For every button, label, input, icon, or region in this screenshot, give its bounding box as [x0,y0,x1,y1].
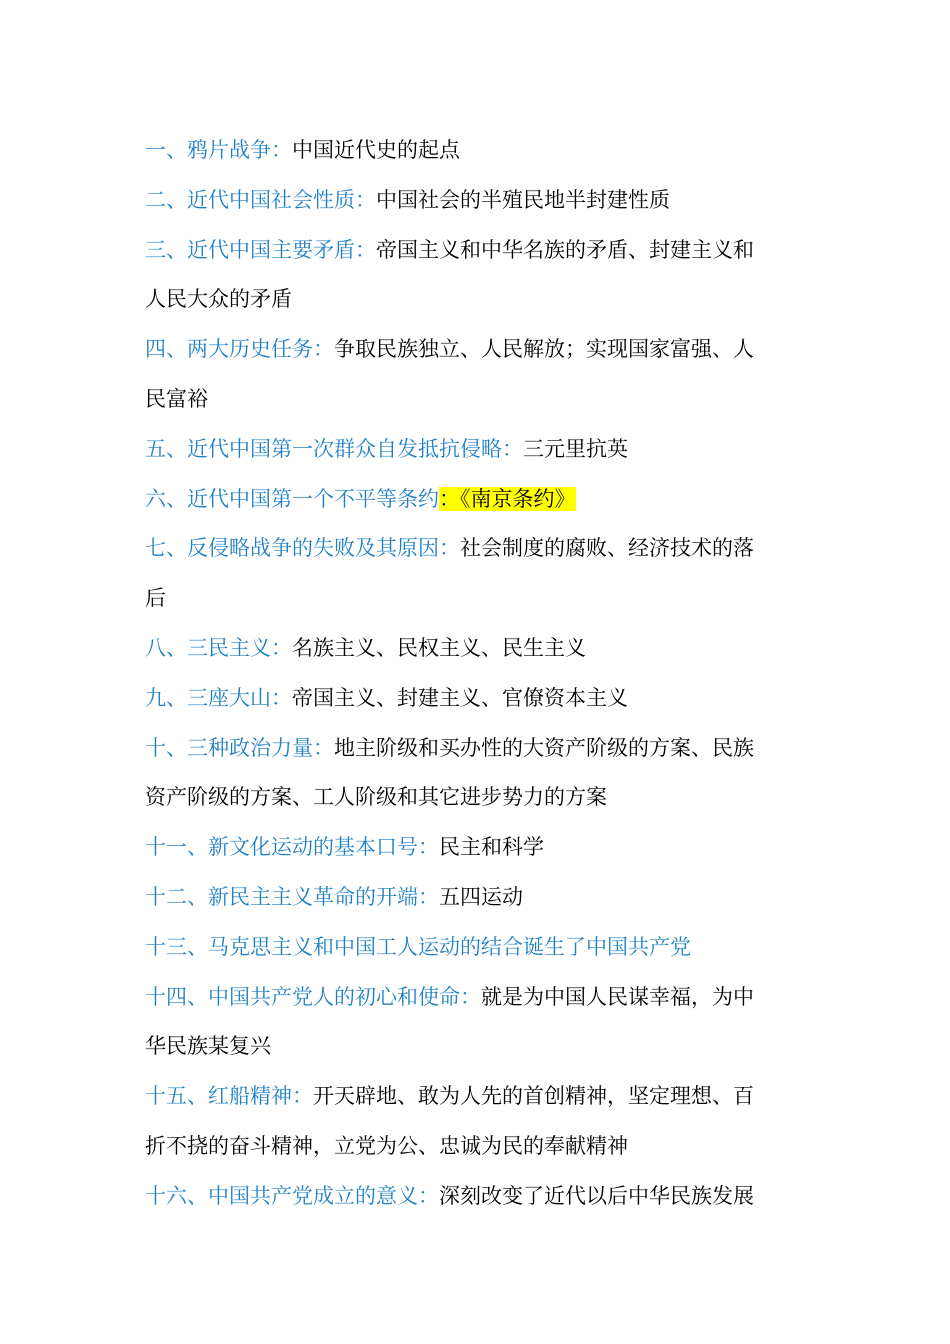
doc-line [145,674,810,724]
line-heading: 十一、新文化运动的基本口号： [145,835,439,860]
doc-line [145,873,810,923]
doc-line [145,524,810,574]
line-text: 五四运动 [439,884,523,909]
doc-line [145,1072,810,1122]
line-text: 后 [145,586,166,611]
line-text: 华民族某复兴 [145,1034,271,1059]
line-text: 中国近代史的起点 [292,138,460,162]
line-heading: 十、三种政治力量： [145,735,334,760]
line-text: 帝国主义、封建主义、官僚资本主义 [292,685,628,710]
line-heading: 十六、中国共产党成立的意义： [145,1183,439,1208]
highlighted-text: ：《南京条约》 [439,486,576,511]
line-text: 名族主义、民权主义、民生主义 [292,635,586,660]
doc-line [145,126,810,176]
line-text: 开天辟地、敢为人先的首创精神，坚定理想、百 [313,1084,754,1109]
document-content [145,126,810,1222]
line-heading: 一、鸦片战争： [145,138,292,162]
line-heading: 六、近代中国第一个不平等条约 [145,486,439,511]
line-heading: 五、近代中国第一次群众自发抵抗侵略： [145,436,523,461]
line-text: 折不挠的奋斗精神，立党为公、忠诚为民的奉献精神 [145,1133,628,1158]
line-heading: 三、近代中国主要矛盾： [145,237,376,262]
doc-line [145,176,810,226]
doc-line [145,325,810,375]
doc-line [145,275,810,325]
line-heading: 八、三民主义： [145,635,292,660]
line-heading: 九、三座大山： [145,685,292,710]
line-heading: 七、反侵略战争的失败及其原因： [145,536,460,561]
line-heading: 十二、新民主主义革命的开端： [145,884,439,909]
doc-line [145,823,810,873]
line-heading: 四、两大历史任务： [145,337,334,362]
line-text: 社会制度的腐败、经济技术的落 [460,536,754,561]
line-heading: 十三、马克思主义和中国工人运动的结合诞生了中国共产党 [145,934,691,959]
doc-line [145,724,810,774]
line-text: 中国社会的半殖民地半封建性质 [376,187,670,212]
doc-line [145,475,810,525]
doc-line [145,574,810,624]
doc-line [145,624,810,674]
line-heading: 十五、红船精神： [145,1084,313,1109]
line-text: 帝国主义和中华名族的矛盾、封建主义和 [376,237,754,262]
doc-line [145,425,810,475]
line-heading: 十四、中国共产党人的初心和使命： [145,984,481,1009]
line-text: 人民大众的矛盾 [145,287,292,312]
line-text: 地主阶级和买办性的大资产阶级的方案、民族 [334,735,754,760]
line-text: 就是为中国人民谋幸福，为中 [481,984,754,1009]
doc-line [145,1022,810,1072]
doc-line [145,1122,810,1172]
line-text: 民富裕 [145,386,208,411]
line-text: 三元里抗英 [523,436,628,461]
line-text: 争取民族独立、人民解放；实现国家富强、人 [334,337,754,362]
line-text: 民主和科学 [439,835,544,860]
doc-line [145,226,810,276]
line-text: 资产阶级的方案、工人阶级和其它进步势力的方案 [145,785,607,810]
line-text: 深刻改变了近代以后中华民族发展 [439,1183,754,1208]
doc-line [145,973,810,1023]
doc-line [145,375,810,425]
doc-line [145,1172,810,1222]
doc-line [145,923,810,973]
line-heading: 二、近代中国社会性质： [145,187,376,212]
doc-line [145,773,810,823]
